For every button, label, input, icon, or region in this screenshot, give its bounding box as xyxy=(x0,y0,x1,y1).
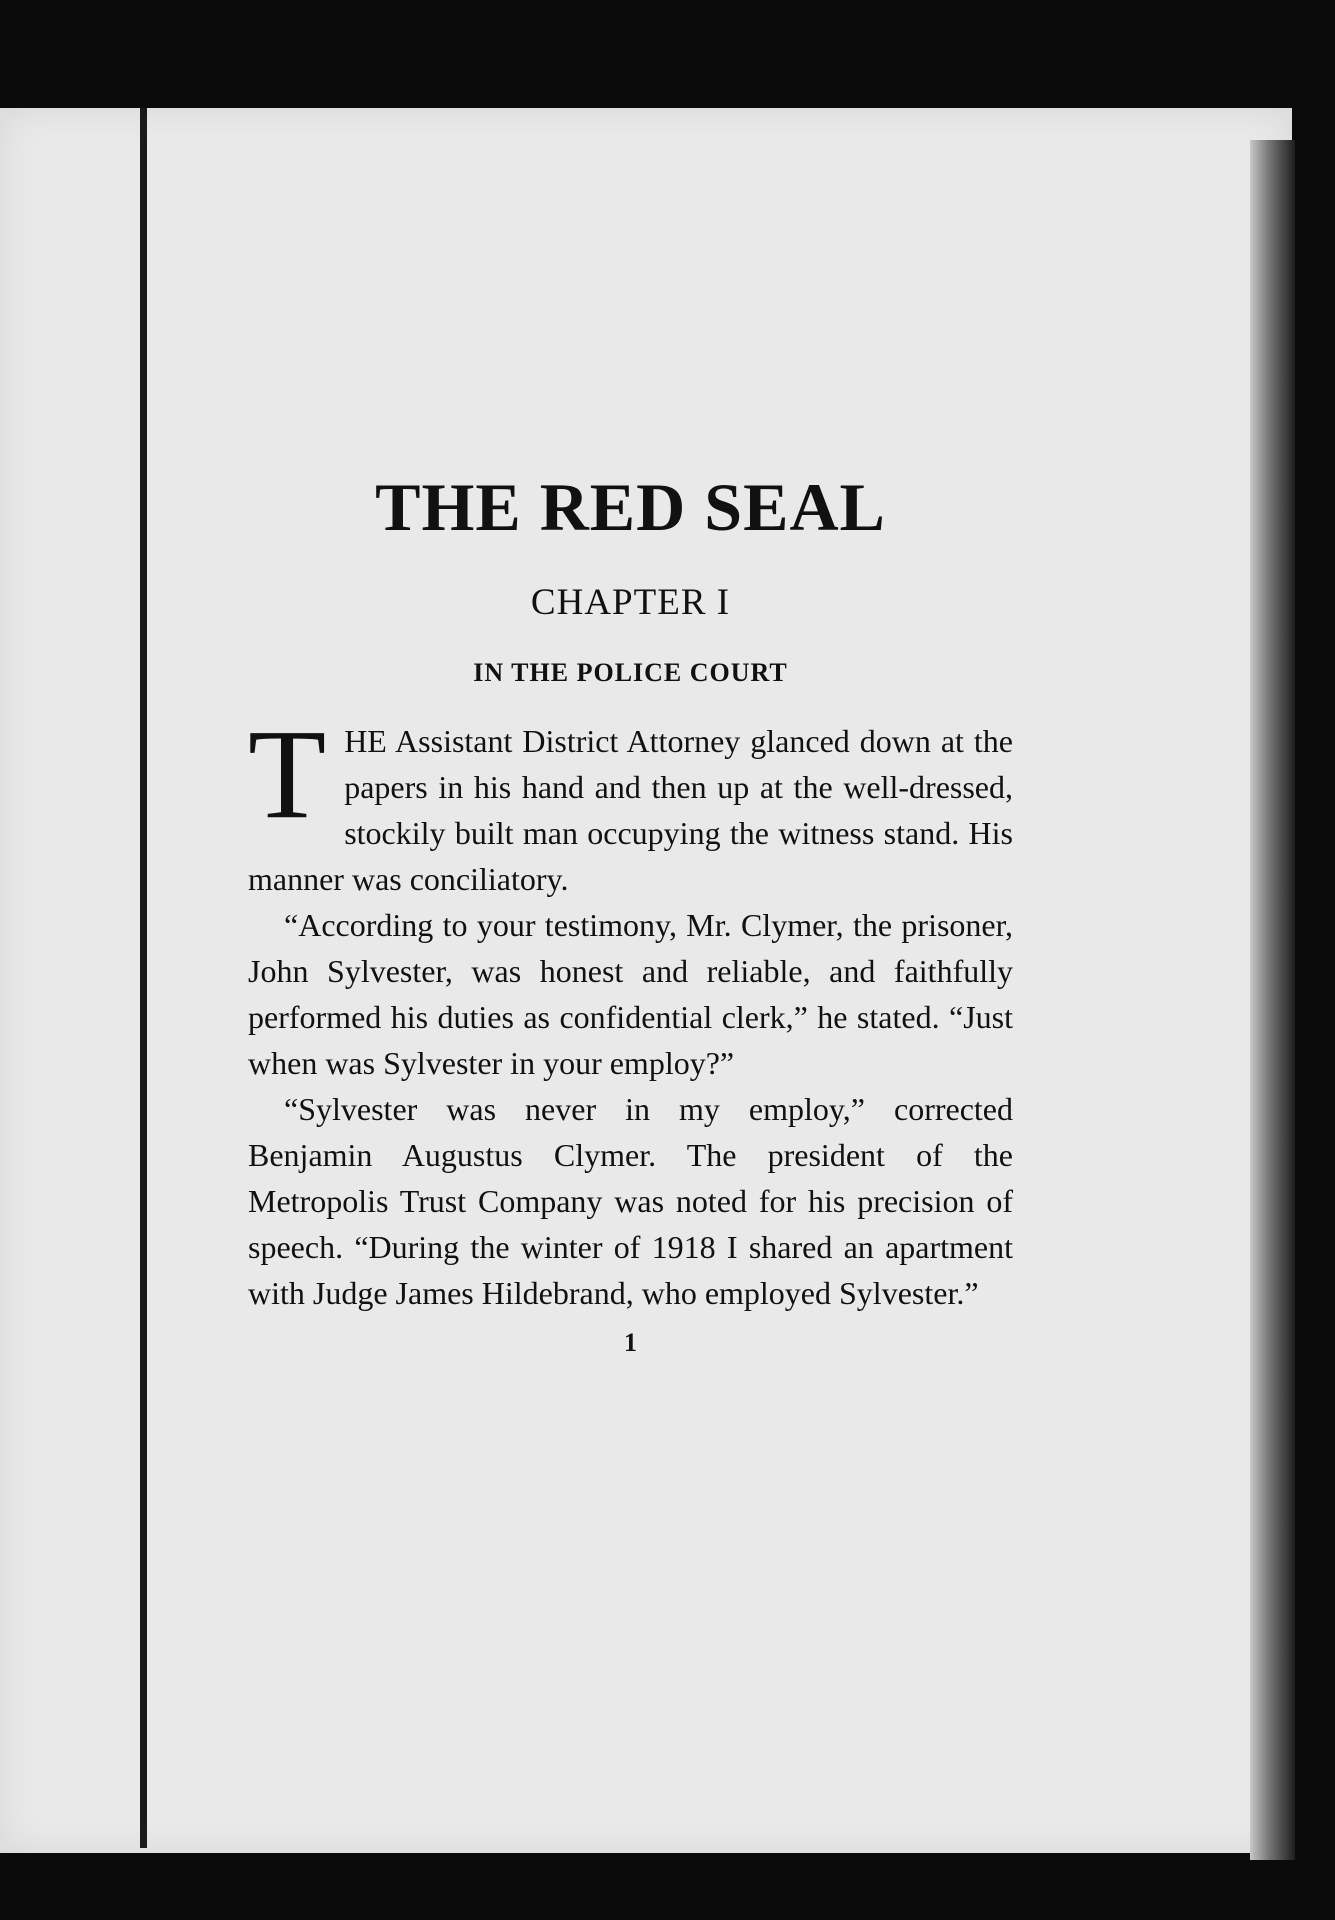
page-spine xyxy=(140,108,147,1848)
paragraph-1 xyxy=(248,702,1013,902)
book-title: THE RED SEAL xyxy=(375,469,886,545)
paragraph-1-text: HE Assistant District Attorney glanced down at the papers in his hand and then up at the well-dressed, stockily built man occupying the witness stand. His manner was conciliatory. xyxy=(248,722,1013,897)
paragraph-2: “According to your testimony, Mr. Clymer, the prisoner, John Sylvester, was honest and reliable, and faithfully performed his duties as confidential clerk,” he stated. “Just when was Sylvester in your employ?” xyxy=(248,906,1013,1081)
drop-cap: T xyxy=(248,702,327,845)
paragraph-3: “Sylvester was never in my employ,” corrected Benjamin Augustus Clymer. The president of the Metropolis Trust Company was noted for his precision of speech. “During the winter of 1918 I shared an apartment with Judge James Hildebrand, who employed Sylvester.” xyxy=(248,1090,1013,1311)
page-edge xyxy=(1250,140,1295,1860)
page-number: 1 xyxy=(624,1327,637,1357)
chapter-title: IN THE POLICE COURT xyxy=(473,657,788,687)
chapter-number: CHAPTER I xyxy=(530,581,731,623)
page-text xyxy=(248,470,1013,1358)
